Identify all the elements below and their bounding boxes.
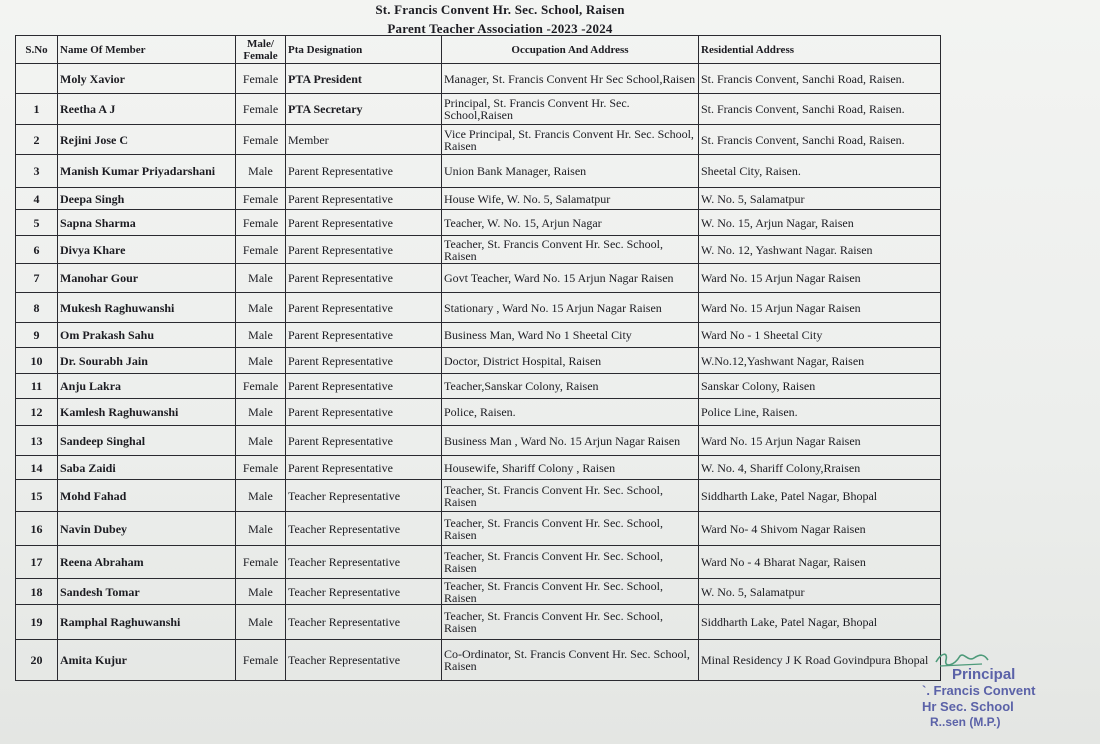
row-residence: Ward No - 4 Bharat Nagar, Raisen (699, 546, 941, 579)
row-sno: 2 (16, 125, 58, 155)
row-sex: Female (236, 210, 286, 236)
table-row (16, 264, 941, 293)
row-name: Saba Zaidi (58, 456, 236, 480)
row-residence: W.No.12,Yashwant Nagar, Raisen (699, 348, 941, 374)
row-name: Om Prakash Sahu (58, 323, 236, 348)
table-row (16, 94, 941, 125)
row-name: Amita Kujur (58, 640, 236, 681)
table-row (16, 323, 941, 348)
table-row (16, 348, 941, 374)
row-sex: Male (236, 293, 286, 323)
row-residence: Ward No - 1 Sheetal City (699, 323, 941, 348)
header-designation: Pta Designation (286, 36, 442, 64)
row-occupation: Principal, St. Francis Convent Hr. Sec. School,Raisen (442, 94, 699, 125)
row-residence: W. No. 5, Salamatpur (699, 579, 941, 605)
row-sno: 17 (16, 546, 58, 579)
header-sex: Male/ Female (236, 36, 286, 64)
pta-title-heading: Parent Teacher Association -2023 -2024 (387, 21, 613, 36)
table-row (16, 236, 941, 264)
row-designation: Teacher Representative (286, 512, 442, 546)
row-designation: Parent Representative (286, 456, 442, 480)
table-row (16, 512, 941, 546)
table-row (16, 426, 941, 456)
row-sno: 12 (16, 399, 58, 426)
row-name: Reetha A J (58, 94, 236, 125)
row-sno: 4 (16, 188, 58, 210)
row-occupation: Teacher, St. Francis Convent Hr. Sec. School, Raisen (442, 579, 699, 605)
row-occupation: Police, Raisen. (442, 399, 699, 426)
row-sex: Male (236, 348, 286, 374)
row-occupation: House Wife, W. No. 5, Salamatpur (442, 188, 699, 210)
row-name: Manohar Gour (58, 264, 236, 293)
row-sex: Female (236, 546, 286, 579)
table-row (16, 605, 941, 640)
row-sex: Male (236, 480, 286, 512)
row-residence: Ward No- 4 Shivom Nagar Raisen (699, 512, 941, 546)
row-sex: Female (236, 94, 286, 125)
row-sno: 19 (16, 605, 58, 640)
row-residence: Ward No. 15 Arjun Nagar Raisen (699, 293, 941, 323)
header-occupation: Occupation And Address (442, 36, 699, 64)
row-designation: Teacher Representative (286, 480, 442, 512)
table-row (16, 293, 941, 323)
row-designation: Teacher Representative (286, 546, 442, 579)
header-sno: S.No (16, 36, 58, 64)
stamp-city: R..sen (M.P.) (930, 715, 1001, 729)
table-row (16, 374, 941, 399)
pta-members-table (15, 35, 941, 681)
row-designation: Parent Representative (286, 210, 442, 236)
row-sno: 13 (16, 426, 58, 456)
table-row (16, 456, 941, 480)
row-occupation: Union Bank Manager, Raisen (442, 155, 699, 188)
row-occupation: Co-Ordinator, St. Francis Convent Hr. Sec. School, Raisen (442, 640, 699, 681)
row-name: Moly Xavior (58, 64, 236, 94)
row-residence: Sheetal City, Raisen. (699, 155, 941, 188)
row-name: Mukesh Raghuwanshi (58, 293, 236, 323)
row-designation: Teacher Representative (286, 640, 442, 681)
table-row (16, 64, 941, 94)
stamp-school: Hr Sec. School (922, 699, 1014, 714)
principal-stamp (918, 648, 1098, 738)
row-name: Deepa Singh (58, 188, 236, 210)
row-name: Manish Kumar Priyadarshani (58, 155, 236, 188)
row-sex: Male (236, 512, 286, 546)
row-designation: Teacher Representative (286, 579, 442, 605)
stamp-convent: `. Francis Convent (922, 683, 1036, 698)
table-header-row (16, 36, 941, 64)
row-sno: 5 (16, 210, 58, 236)
row-residence: Siddharth Lake, Patel Nagar, Bhopal (699, 480, 941, 512)
row-sno: 7 (16, 264, 58, 293)
row-sno: 1 (16, 94, 58, 125)
row-name: Ramphal Raghuwanshi (58, 605, 236, 640)
row-residence: W. No. 12, Yashwant Nagar. Raisen (699, 236, 941, 264)
row-designation: Parent Representative (286, 155, 442, 188)
row-residence: Ward No. 15 Arjun Nagar Raisen (699, 264, 941, 293)
table-row (16, 188, 941, 210)
row-designation: Parent Representative (286, 293, 442, 323)
row-sex: Male (236, 155, 286, 188)
row-designation: Parent Representative (286, 236, 442, 264)
row-residence: W. No. 5, Salamatpur (699, 188, 941, 210)
row-sex: Female (236, 188, 286, 210)
stamp-principal: Principal (952, 666, 1016, 683)
row-residence: St. Francis Convent, Sanchi Road, Raisen. (699, 94, 941, 125)
school-name-heading: St. Francis Convent Hr. Sec. School, Raisen (375, 2, 625, 17)
row-sno: 8 (16, 293, 58, 323)
row-sex: Female (236, 640, 286, 681)
row-sex: Male (236, 605, 286, 640)
row-occupation: Govt Teacher, Ward No. 15 Arjun Nagar Raisen (442, 264, 699, 293)
row-occupation: Housewife, Shariff Colony , Raisen (442, 456, 699, 480)
row-sno: 16 (16, 512, 58, 546)
row-name: Kamlesh Raghuwanshi (58, 399, 236, 426)
row-sex: Female (236, 456, 286, 480)
row-residence: W. No. 4, Shariff Colony,Rraisen (699, 456, 941, 480)
row-sex: Male (236, 579, 286, 605)
row-name: Sandeep Singhal (58, 426, 236, 456)
table-body (16, 64, 941, 681)
row-sex: Female (236, 236, 286, 264)
row-occupation: Doctor, District Hospital, Raisen (442, 348, 699, 374)
row-occupation: Teacher, St. Francis Convent Hr. Sec. School, Raisen (442, 480, 699, 512)
row-residence: Sanskar Colony, Raisen (699, 374, 941, 399)
row-occupation: Manager, St. Francis Convent Hr Sec School,Raisen (442, 64, 699, 94)
row-sno: 18 (16, 579, 58, 605)
row-designation: Teacher Representative (286, 605, 442, 640)
row-designation: Parent Representative (286, 399, 442, 426)
row-occupation: Vice Principal, St. Francis Convent Hr. Sec. School, Raisen (442, 125, 699, 155)
row-occupation: Teacher,Sanskar Colony, Raisen (442, 374, 699, 399)
row-designation: PTA President (286, 64, 442, 94)
row-residence: W. No. 15, Arjun Nagar, Raisen (699, 210, 941, 236)
row-name: Divya Khare (58, 236, 236, 264)
row-name: Sapna Sharma (58, 210, 236, 236)
table-row (16, 210, 941, 236)
header-name: Name Of Member (58, 36, 236, 64)
row-occupation: Teacher, St. Francis Convent Hr. Sec. School, Raisen (442, 605, 699, 640)
table-row (16, 480, 941, 512)
row-sno: 10 (16, 348, 58, 374)
row-sno: 15 (16, 480, 58, 512)
table-row (16, 125, 941, 155)
row-occupation: Teacher, W. No. 15, Arjun Nagar (442, 210, 699, 236)
row-sex: Male (236, 323, 286, 348)
table-row (16, 640, 941, 681)
table-row (16, 155, 941, 188)
row-sex: Male (236, 426, 286, 456)
row-residence: Police Line, Raisen. (699, 399, 941, 426)
row-name: Reena Abraham (58, 546, 236, 579)
row-sno: 14 (16, 456, 58, 480)
row-sno: 6 (16, 236, 58, 264)
row-residence: St. Francis Convent, Sanchi Road, Raisen. (699, 64, 941, 94)
row-designation: Member (286, 125, 442, 155)
row-residence: St. Francis Convent, Sanchi Road, Raisen. (699, 125, 941, 155)
row-occupation: Teacher, St. Francis Convent Hr. Sec. School, Raisen (442, 236, 699, 264)
row-name: Anju Lakra (58, 374, 236, 399)
row-designation: Parent Representative (286, 426, 442, 456)
row-residence: Siddharth Lake, Patel Nagar, Bhopal (699, 605, 941, 640)
table-row (16, 399, 941, 426)
row-sex: Female (236, 125, 286, 155)
row-name: Rejini Jose C (58, 125, 236, 155)
row-sno: 20 (16, 640, 58, 681)
row-sex: Female (236, 64, 286, 94)
row-occupation: Business Man , Ward No. 15 Arjun Nagar Raisen (442, 426, 699, 456)
row-name: Dr. Sourabh Jain (58, 348, 236, 374)
row-residence: Ward No. 15 Arjun Nagar Raisen (699, 426, 941, 456)
table-row (16, 579, 941, 605)
row-sno: 9 (16, 323, 58, 348)
row-designation: PTA Secretary (286, 94, 442, 125)
row-designation: Parent Representative (286, 348, 442, 374)
row-designation: Parent Representative (286, 374, 442, 399)
row-occupation: Stationary , Ward No. 15 Arjun Nagar Raisen (442, 293, 699, 323)
table-row (16, 546, 941, 579)
row-designation: Parent Representative (286, 188, 442, 210)
row-name: Sandesh Tomar (58, 579, 236, 605)
row-name: Navin Dubey (58, 512, 236, 546)
row-sex: Male (236, 399, 286, 426)
row-sno: 11 (16, 374, 58, 399)
row-name: Mohd Fahad (58, 480, 236, 512)
row-designation: Parent Representative (286, 323, 442, 348)
row-sno (16, 64, 58, 94)
row-sex: Male (236, 264, 286, 293)
row-occupation: Teacher, St. Francis Convent Hr. Sec. School, Raisen (442, 512, 699, 546)
row-sno: 3 (16, 155, 58, 188)
row-occupation: Teacher, St. Francis Convent Hr. Sec. School, Raisen (442, 546, 699, 579)
row-designation: Parent Representative (286, 264, 442, 293)
row-residence: Minal Residency J K Road Govindpura Bhopal (699, 640, 941, 681)
header-residence: Residential Address (699, 36, 941, 64)
row-sex: Female (236, 374, 286, 399)
row-occupation: Business Man, Ward No 1 Sheetal City (442, 323, 699, 348)
